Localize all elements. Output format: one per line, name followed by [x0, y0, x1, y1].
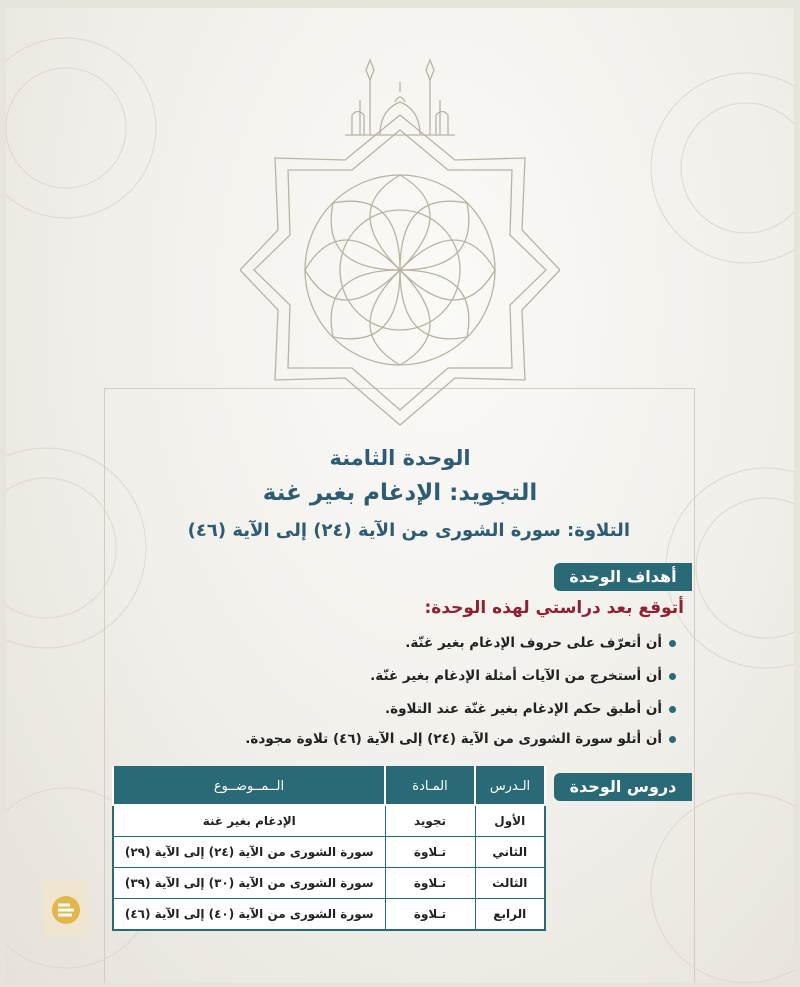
- mosque-ornament-icon: [240, 40, 560, 440]
- tajweed-title: التجويد: الإدغام بغير غنة: [262, 480, 538, 506]
- cell-topic: سورة الشورى من الآية (٢٤) إلى الآية (٢٩): [113, 837, 385, 868]
- lessons-tag: دروس الوحدة: [554, 773, 692, 801]
- goal-item: أن أتلو سورة الشورى من الآية (٢٤) إلى الآية (٤٦) تلاوة مجودة.: [116, 726, 676, 759]
- goals-intro: أتوقع بعد دراستي لهذه الوحدة:: [424, 598, 684, 618]
- cell-lesson: الثالث: [475, 868, 545, 899]
- cell-lesson: الأول: [475, 805, 545, 837]
- cell-topic: سورة الشورى من الآية (٤٠) إلى الآية (٤٦): [113, 899, 385, 931]
- header-subject: المـادة: [385, 767, 475, 805]
- header-lesson: الـدرس: [475, 767, 545, 805]
- unit-number-title: الوحدة الثامنة: [329, 446, 471, 470]
- goals-list: [116, 630, 676, 759]
- cell-subject: تـلاوة: [385, 837, 475, 868]
- header-topic: الــمــوضــوع: [113, 767, 385, 805]
- goal-item: أن أستخرج من الآيات أمثلة الإدغام بغير غنّة.: [116, 663, 676, 696]
- logo-icon: [44, 880, 88, 936]
- lessons-table: [112, 766, 546, 931]
- cell-topic: سورة الشورى من الآية (٣٠) إلى الآية (٣٩): [113, 868, 385, 899]
- cell-subject: تـلاوة: [385, 868, 475, 899]
- cell-subject: تـلاوة: [385, 899, 475, 931]
- table-row: [113, 899, 545, 931]
- cell-lesson: الثاني: [475, 837, 545, 868]
- cell-subject: تجويد: [385, 805, 475, 837]
- frame-left: [104, 388, 105, 983]
- cell-topic: الإدغام بغير غنة: [113, 805, 385, 837]
- table-header-row: [113, 767, 545, 805]
- table-row: [113, 868, 545, 899]
- goal-item: أن أطبق حكم الإدغام بغير غنّة عند التلاوة.: [116, 696, 676, 726]
- cell-lesson: الرابع: [475, 899, 545, 931]
- goals-tag: أهداف الوحدة: [554, 563, 692, 591]
- goal-item: أن أتعرّف على حروف الإدغام بغير غنّة.: [116, 630, 676, 663]
- table-row: [113, 837, 545, 868]
- table-row: [113, 805, 545, 837]
- frame-right: [694, 388, 695, 983]
- recitation-title: التلاوة: سورة الشورى من الآية (٢٤) إلى الآية (٤٦): [187, 520, 630, 541]
